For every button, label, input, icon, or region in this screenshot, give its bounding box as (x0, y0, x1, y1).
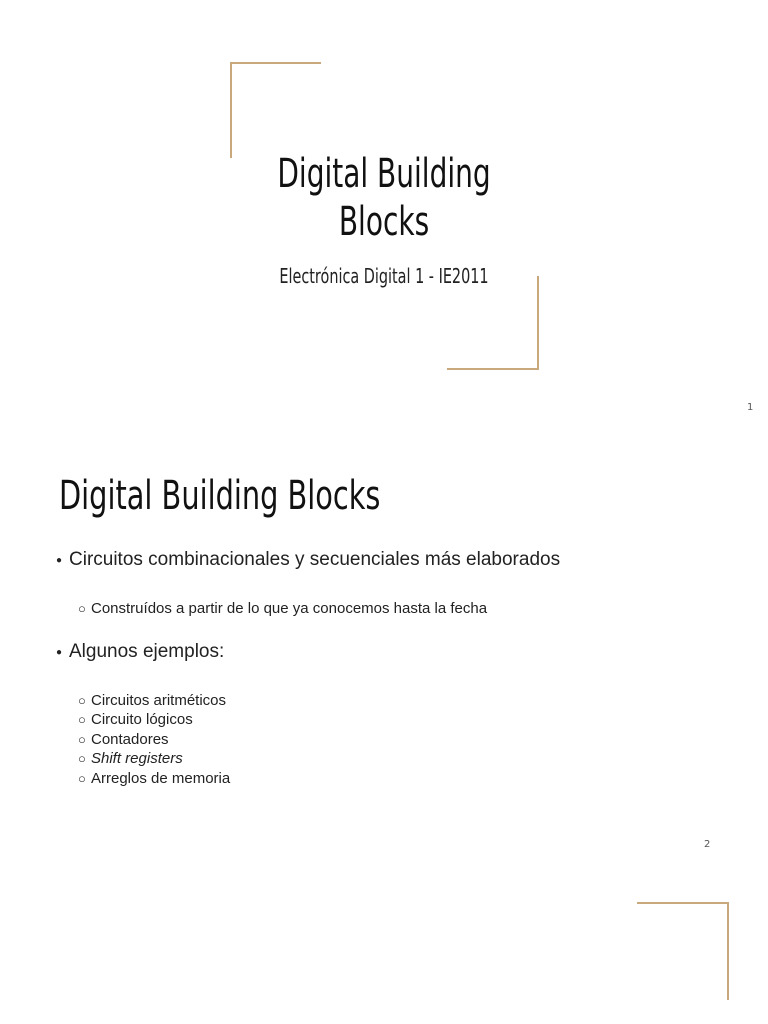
list-item: Shift registers (91, 750, 183, 767)
sub-bullet-circle-icon: ○ (78, 601, 86, 616)
sub-bullet-circle-icon: ○ (78, 751, 86, 766)
decor-bracket-bottom-right-horizontal (447, 368, 539, 370)
sub-bullet-circle-icon: ○ (78, 693, 86, 708)
decor-bracket-top-right-horizontal (637, 902, 729, 904)
sub-bullet-circle-icon: ○ (78, 712, 86, 727)
slide2-bullet-2 (56, 640, 224, 665)
slide2-bullet-2-sub (78, 691, 226, 711)
slide2-bullet-1 (56, 548, 560, 573)
list-item: Arreglos de memoria (91, 770, 231, 787)
slide2-title: Digital Building Blocks (59, 473, 381, 519)
bullet-dot-icon: ● (56, 555, 63, 566)
decor-bracket-top-right-vertical (727, 902, 729, 1000)
slide2-bullet-1-sub-text: Construídos a partir de lo que ya conocemos hasta la fecha (91, 600, 488, 617)
list-item: Contadores (91, 731, 169, 748)
slide2-bullet-2-sub (78, 749, 183, 769)
slide1-page-number: 1 (747, 402, 754, 413)
slide2-bullet-2-text: Algunos ejemplos: (69, 641, 225, 662)
bullet-dot-icon: ● (56, 647, 63, 658)
slide1-title-line2: Blocks (338, 199, 430, 245)
slide1-title (115, 150, 653, 246)
slide2-bullet-2-sub (78, 710, 193, 730)
decor-bracket-bottom-right-vertical (537, 276, 539, 370)
slide1-subtitle: Electrónica Digital 1 - IE2011 (279, 264, 489, 288)
sub-bullet-circle-icon: ○ (78, 732, 86, 747)
decor-bracket-top-left-horizontal (230, 62, 321, 64)
slide2-page-number: 2 (704, 839, 711, 850)
slide2-bullet-1-sub (78, 599, 487, 619)
slide1-title-line1: Digital Building (277, 151, 491, 197)
slide2-bullet-2-sub (78, 730, 169, 750)
list-item: Circuito lógicos (91, 711, 193, 728)
slide2-bullet-2-sub (78, 769, 230, 789)
decor-bracket-top-left-vertical (230, 62, 232, 158)
list-item: Circuitos aritméticos (91, 692, 227, 709)
slide2-bullet-1-text: Circuitos combinacionales y secuenciales más elaborados (69, 549, 561, 570)
sub-bullet-circle-icon: ○ (78, 771, 86, 786)
